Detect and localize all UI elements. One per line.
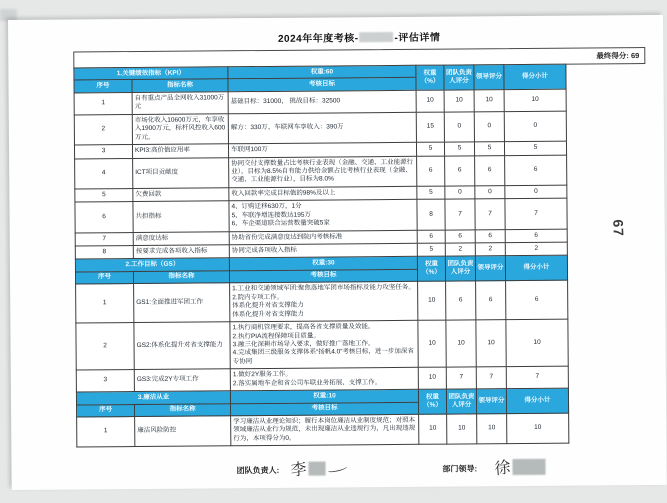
col-header-no: 序号	[77, 404, 135, 417]
dept-leader-label: 部门领导:	[442, 464, 478, 474]
row-no: 1	[76, 284, 134, 323]
row-no: 2	[74, 114, 132, 145]
page-title	[73, 27, 645, 46]
col-header-name: 指标名称	[135, 403, 231, 416]
weight-value: 10	[418, 281, 446, 320]
col-header-name: 指标名称	[133, 271, 229, 284]
section-title: 1.关键绩效指标（KPI）	[74, 67, 228, 81]
team-score: 5	[444, 142, 474, 156]
assessment-table	[73, 64, 569, 448]
scanned-page	[8, 15, 667, 490]
leader-score: 0	[475, 185, 505, 199]
row-no: 4	[75, 158, 133, 189]
assessment-target: 协助省份完成满意度达到院内考核标准	[229, 230, 417, 245]
leader-score: 10	[477, 414, 507, 445]
col-header-name: 指标名称	[132, 79, 228, 92]
leader-score: 6	[475, 229, 505, 243]
col-header-weight: 权重（%）	[416, 65, 444, 90]
team-score: 10	[447, 414, 477, 445]
col-header-no: 序号	[75, 271, 133, 284]
assessment-table-body	[74, 64, 569, 447]
indicator-name: 按要求完成各项收入指标	[133, 245, 229, 259]
table-row	[74, 111, 566, 145]
subtotal-score: 0	[505, 185, 567, 199]
team-leader-signature-redaction	[308, 461, 325, 475]
col-header-team-score: 团队负责人评分	[445, 256, 475, 281]
indicator-name: 自有重点产品全网收入31000万元	[132, 92, 228, 115]
team-score: 6	[445, 155, 475, 186]
col-header-leader-score: 领导评分	[475, 256, 505, 281]
leader-score: 10	[474, 89, 504, 111]
weight-value: 5	[417, 243, 445, 257]
row-no: 8	[75, 246, 133, 260]
row-no: 1	[74, 92, 132, 114]
assessment-target: 协同完成各项收入指标	[229, 243, 417, 258]
team-score: 7	[445, 199, 475, 230]
title-suffix: -评估详情	[394, 32, 441, 44]
row-no: 7	[75, 232, 133, 246]
assessment-target: 4、订购迁移630万，1分 5、车联净增连接数达195万 6、车企渠道联合运营数量突破5家	[229, 200, 417, 232]
col-header-target: 考核目标	[231, 402, 419, 416]
weight-value: 10	[418, 320, 446, 367]
weight-value: 6	[417, 156, 445, 187]
team-score: 0	[444, 112, 474, 143]
signature-footer	[76, 452, 648, 502]
team-score: 10	[444, 90, 474, 112]
assessment-target: 1.做好2Y服务工作。 2.落实属地车企和省公司车联业务拓展、支撑工作。	[230, 368, 418, 391]
section-title: 3.廉洁从业	[76, 391, 230, 405]
row-no: 1	[77, 417, 135, 448]
leader-score: 10	[476, 320, 506, 367]
indicator-name: 廉洁风险防控	[135, 416, 231, 447]
leader-score: 7	[475, 199, 505, 230]
team-score: 10	[446, 320, 476, 367]
team-score: 6	[445, 229, 475, 243]
assessment-target: 解方：330万、车联网车享收入：390万	[228, 112, 416, 144]
table-row	[75, 198, 567, 232]
team-leader-label: 团队负责人:	[236, 466, 280, 476]
indicator-name: GS2:体系化提升对省支撑能力	[134, 322, 230, 370]
subtotal-score: 10	[504, 89, 566, 111]
col-header-weight: 权重（%）	[418, 389, 446, 414]
assessment-target: 基础目标：31000， 挑战目标：32500	[228, 90, 416, 113]
assessment-target: 收入回款率完成目标值的98%及以上	[229, 186, 417, 201]
col-header-subtotal: 得分小计	[504, 64, 566, 89]
weight-value: 10	[419, 414, 447, 445]
subtotal-score: 6	[506, 280, 568, 319]
team-score: 6	[446, 281, 476, 320]
col-header-target: 考核目标	[229, 269, 417, 283]
subtotal-score: 2	[505, 242, 567, 256]
indicator-name: 欠费回款	[133, 188, 229, 202]
col-header-no: 序号	[74, 80, 132, 93]
team-score: 7	[446, 367, 476, 389]
weight-value: 10	[418, 367, 446, 389]
section-weight-label: 权重:10	[230, 389, 418, 403]
row-no: 5	[75, 188, 133, 202]
team-score: 2	[445, 243, 475, 257]
section-weight-label: 权重:30	[229, 257, 417, 271]
subtotal-score: 7	[506, 366, 568, 388]
table-row	[77, 413, 569, 447]
weight-value: 6	[417, 230, 445, 244]
leader-score: 5	[474, 142, 504, 156]
subtotal-score: 5	[504, 141, 566, 155]
dept-leader-signature	[494, 455, 545, 478]
subtotal-score: 6	[505, 229, 567, 243]
col-header-subtotal: 得分小计	[506, 388, 568, 413]
weight-value: 8	[417, 199, 445, 230]
handwritten-page-number: 67	[610, 219, 627, 238]
assessment-target: 学习廉洁从业理论知识；履行本岗位廉洁从业制度规范；对照本领域廉洁从业行为规范，未出现廉洁从业违规行为，凡出现违规行为，本项得分为0。	[231, 414, 419, 446]
signature-stroke	[327, 463, 348, 473]
title-prefix: 2024年年度考核-	[277, 33, 359, 45]
subtotal-score: 10	[507, 413, 569, 444]
row-no: 6	[75, 202, 133, 233]
weight-value: 10	[416, 90, 444, 112]
col-header-leader-score: 领导评分	[476, 389, 506, 414]
subtotal-score: 10	[506, 319, 568, 367]
indicator-name: 满意度达标	[133, 231, 229, 245]
team-leader-signature	[290, 457, 347, 480]
row-no: 3	[74, 145, 132, 159]
indicator-name: 市场化收入10600万元，车享收入1900万元，标杆风控收入600万元。	[132, 114, 228, 145]
indicator-name: GS1:全面推进军团工作	[134, 283, 230, 323]
col-header-weight: 权重（%）	[417, 257, 445, 282]
team-leader-signature-char: 李	[290, 460, 308, 481]
weight-value: 5	[416, 142, 444, 156]
col-header-team-score: 团队负责人评分	[444, 65, 474, 90]
col-header-target: 考核目标	[228, 78, 416, 92]
dept-leader-signature-char: 徐	[494, 458, 512, 479]
col-header-team-score: 团队负责人评分	[446, 389, 476, 414]
title-redaction-box	[359, 32, 393, 42]
col-header-leader-score: 领导评分	[474, 65, 504, 90]
leader-score: 6	[476, 281, 506, 320]
team-score: 0	[445, 186, 475, 200]
indicator-name: ICT项目贡献度	[133, 157, 229, 188]
subtotal-score: 0	[504, 111, 566, 142]
assessment-target: 1.工业和交通领域军团:聚焦落地军团市场指标及能力攻坚任务。 2.院内专项工作。 体系化提升对省支撑能力 体系化提升对省支撑能力	[230, 282, 418, 322]
weight-value: 15	[416, 112, 444, 143]
col-header-subtotal: 得分小计	[505, 256, 567, 281]
leader-score: 2	[475, 243, 505, 257]
row-no: 3	[76, 370, 134, 392]
assessment-target: 车联网100万	[228, 142, 416, 157]
indicator-name: KPI3:高价值应用率	[132, 144, 228, 158]
indicator-name: GS3:完成2Y专项工作	[134, 369, 230, 392]
weight-value: 5	[417, 186, 445, 200]
leader-score: 0	[474, 111, 504, 142]
dept-leader-signature-redaction	[512, 459, 545, 475]
assessment-target: 1.执行商机管理要求，提高各省支撑质量及效能。 2.执行PIA流程保障项目质量。 3.融三化深耕市场导入要求，做好推广落地工作。 4.完成集团三级服务支撑体系“扬帆4.0”考核目标，进一步加深省专协同	[230, 320, 418, 369]
subtotal-score: 6	[505, 155, 567, 186]
final-score-text: 最终得分: 69	[596, 51, 640, 61]
assessment-target: 协同交付支撑数量占比考核行业表现（金融、交通、工业能源行业），目标为8.5%自有能力供给金额占比考核行业表现（金融、交通、工业能源行业），目标为8.0%	[229, 156, 417, 188]
table-row	[75, 155, 567, 189]
table-row	[76, 319, 568, 370]
section-weight-label: 权重:60	[228, 65, 416, 79]
subtotal-score: 7	[505, 198, 567, 229]
table-row	[76, 280, 568, 323]
indicator-name: 共担指标	[133, 201, 229, 232]
leader-score: 6	[475, 155, 505, 186]
section-title: 2.工作目标（GS）	[75, 258, 229, 272]
row-no: 2	[76, 323, 134, 371]
leader-score: 7	[476, 367, 506, 389]
